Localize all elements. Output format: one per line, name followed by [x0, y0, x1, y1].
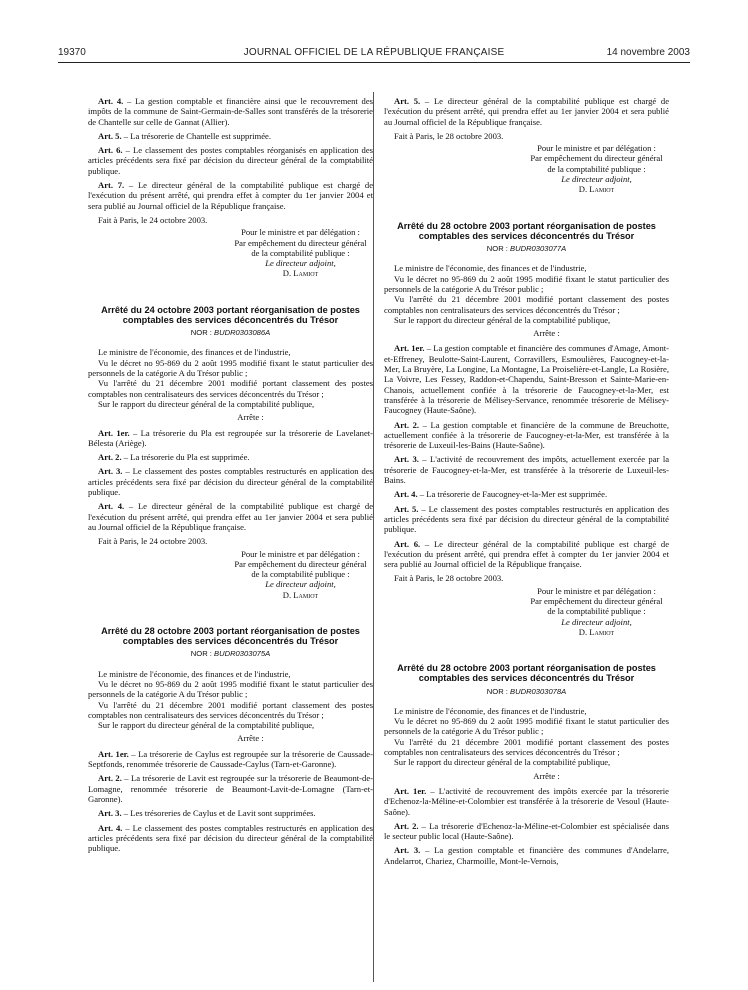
- preamble-line: Le ministre de l'économie, des finances et de l'industrie,: [394, 263, 587, 274]
- article: Art. 6. – Le directeur général de la comptabilité publique est chargé de l'exécution du présent arrêté, qui prendra effet à compter du 1er janvier 2004 et sera publié au Journal officiel de la République française.: [384, 538, 670, 570]
- article: Art. 7. – Le directeur général de la comptabilité publique est chargé de l'exécution du présent arrêté, qui prendra effet à compter du 1er janvier 2004 et sera publié au Journal officiel de la République française.: [88, 180, 374, 211]
- preamble-line: Le ministre de l'économie, des finances et de l'industrie,: [98, 668, 291, 679]
- nor-reference: NOR : BUDR0303078A: [486, 686, 567, 696]
- preamble-line: Vu le décret no 95-869 du 2 août 1995 modifié fixant le statut particulier des personnels de la catégorie A du Trésor public ;: [88, 678, 373, 700]
- preamble-line: Vu l'arrêté du 21 décembre 2001 modifié portant classement des postes comptables non centralisateurs des services déconcentrés du Trésor ;: [88, 378, 373, 399]
- journal-title: JOURNAL OFFICIEL DE LA RÉPUBLIQUE FRANÇAISE: [243, 47, 505, 58]
- header-rule: [58, 62, 690, 63]
- column-divider: [373, 92, 374, 982]
- article: Art. 3. – Le classement des postes comptables restructurés en application des articles précédents sera fixé par décision du directeur général de la comptabilité publique.: [88, 466, 373, 498]
- article: Art. 4. – Le classement des postes comptables restructurés en application des articles précédents sera fixé par décision du directeur général de la comptabilité publique.: [88, 822, 373, 854]
- article: Art. 5. – La trésorerie de Chantelle est supprimée.: [98, 130, 272, 141]
- decree-title: Arrêté du 28 octobre 2003 portant réorganisation de postes comptables des services déconcentrés du Trésor: [397, 663, 656, 684]
- article: Art. 2. – La trésorerie du Pla est supprimée.: [98, 452, 250, 463]
- arrete-label: Arrête :: [533, 770, 560, 781]
- article: Art. 2. – La gestion comptable et financière de la commune de Breuchotte, actuellement confiée à la trésorerie de Faucogney-et-la-Mer, est transférée à la trésorerie de Luxeuil-les-Bains (Haute-Saône).: [384, 419, 670, 451]
- preamble-line: Vu le décret no 95-869 du 2 août 1995 modifié fixant le statut particulier des personnels de la catégorie A du Trésor public ;: [384, 273, 669, 294]
- article: Art. 1er. – La trésorerie du Pla est regroupée sur la trésorerie de Lavelanet-Bélesta (Ariège).: [88, 427, 374, 448]
- article: Art. 3. – Les trésoreries de Caylus et de Lavit sont supprimées.: [98, 808, 316, 819]
- nor-reference: NOR : BUDR0303086A: [190, 328, 271, 338]
- issue-date: 14 novembre 2003: [606, 47, 690, 58]
- article: Art. 3. – L'activité de recouvrement des impôts, actuellement exercée par la trésorerie de Faucogney-et-la-Mer, est transférée à la trésorerie de Luxeuil-les-Bains.: [384, 454, 670, 486]
- fait-a-paris: Fait à Paris, le 24 octobre 2003.: [98, 536, 208, 547]
- preamble-line: Sur le rapport du directeur général de la comptabilité publique,: [98, 720, 315, 731]
- signature-block: Pour le ministre et par délégation : Par empêchement du directeur général de la comptabilité publique : Le directeur adjoint, D. Lamiot: [234, 548, 367, 600]
- preamble-line: Le ministre de l'économie, des finances et de l'industrie,: [98, 347, 291, 358]
- article: Art. 6. – Le classement des postes comptables réorganisés en application des articles précédents sera fixé par décision du directeur général de la comptabilité publique.: [88, 145, 374, 176]
- article: Art. 2. – La trésorerie d'Echenoz-la-Méline-et-Colombier est spécialisée dans le secteur public local (Haute-Saône).: [384, 820, 669, 842]
- fait-a-paris: Fait à Paris, le 28 octobre 2003.: [394, 130, 504, 141]
- right-column: [384, 96, 669, 870]
- article: Art. 5. – Le classement des postes comptables restructurés en application des articles précédents sera fixé par décision du directeur général de la comptabilité publique.: [384, 503, 669, 535]
- signature-block: Pour le ministre et par délégation : Par empêchement du directeur général de la comptabilité publique : Le directeur adjoint, D. Lamiot: [234, 227, 367, 279]
- article: Art. 1er. – L'activité de recouvrement des impôts exercée par la trésorerie d'Echenoz-la-Méline-et-Colombier est transférée à la trésorerie de Vesoul (Haute-Saône).: [384, 785, 669, 817]
- preamble-line: Vu le décret no 95-869 du 2 août 1995 modifié fixant le statut particulier des personnels de la catégorie A du Trésor public ;: [88, 357, 373, 379]
- article: Art. 2. – La trésorerie de Lavit est regroupée sur la trésorerie de Beaumont-de-Lomagne, renommée trésorerie de Beaumont-Lavit-de-Lomagne (Tarn-et-Garonne).: [88, 773, 374, 804]
- arrete-label: Arrête :: [533, 328, 560, 339]
- arrete-label: Arrête :: [237, 733, 264, 744]
- article: Art. 4. – La gestion comptable et financière ainsi que le recouvrement des impôts de la commune de Saint-Germain-de-Salles sont transférés de la trésorerie de Chantelle sur celle de Gannat (Allier).: [88, 96, 374, 127]
- preamble-line: Sur le rapport du directeur général de la comptabilité publique,: [394, 757, 611, 768]
- preamble-line: Le ministre de l'économie, des finances et de l'industrie,: [394, 705, 587, 716]
- preamble-line: Vu l'arrêté du 21 décembre 2001 modifié portant classement des postes comptables non centralisateurs des services déconcentrés du Trésor ;: [88, 699, 373, 720]
- arrete-label: Arrête :: [237, 412, 264, 423]
- decree-title: Arrêté du 28 octobre 2003 portant réorganisation de postes comptables des services déconcentrés du Trésor: [101, 625, 360, 647]
- decree-title: Arrêté du 24 octobre 2003 portant réorganisation de postes comptables des services déconcentrés du Trésor: [101, 304, 360, 325]
- preamble-line: Sur le rapport du directeur général de la comptabilité publique,: [98, 398, 315, 409]
- nor-reference: NOR : BUDR0303075A: [190, 649, 271, 659]
- page-header: [58, 47, 690, 61]
- preamble-line: Vu le décret no 95-869 du 2 août 1995 modifié fixant le statut particulier des personnels de la catégorie A du Trésor public ;: [384, 716, 669, 737]
- nor-reference: NOR : BUDR0303077A: [486, 244, 567, 254]
- page-number: 19370: [58, 47, 86, 58]
- article: Art. 1er. – La trésorerie de Caylus est regroupée sur la trésorerie de Caussade-Septfonds, renommée trésorerie de Caussade-Caylus (Tarn-et-Garonne).: [88, 748, 373, 770]
- article: Art. 4. – Le directeur général de la comptabilité publique est chargé de l'exécution du présent arrêté, qui prendra effet au 1er janvier 2004 et sera publié au Journal officiel de la République française.: [88, 501, 374, 532]
- fait-a-paris: Fait à Paris, le 24 octobre 2003.: [98, 214, 208, 225]
- signature-block: Pour le ministre et par délégation : Par empêchement du directeur général de la comptabilité publique : Le directeur adjoint, D. Lamiot: [530, 143, 663, 195]
- signature-block: Pour le ministre et par délégation : Par empêchement du directeur général de la comptabilité publique : Le directeur adjoint, D. Lamiot: [530, 585, 663, 637]
- article: Art. 3. – La gestion comptable et financière des communes d'Andelarre, Andelarrot, Chariez, Charmoille, Mont-le-Vernois,: [384, 845, 670, 866]
- article: Art. 5. – Le directeur général de la comptabilité publique est chargé de l'exécution du présent arrêté, qui prendra effet au 1er janvier 2004 et sera publié au Journal officiel de la République française.: [384, 96, 670, 127]
- left-column: [88, 96, 373, 857]
- preamble-line: Vu l'arrêté du 21 décembre 2001 modifié portant classement des postes comptables non centralisateurs des services déconcentrés du Trésor ;: [384, 294, 669, 315]
- preamble-line: Sur le rapport du directeur général de la comptabilité publique,: [394, 314, 611, 325]
- article: Art. 4. – La trésorerie de Faucogney-et-la-Mer est supprimée.: [394, 489, 608, 500]
- preamble-line: Vu l'arrêté du 21 décembre 2001 modifié portant classement des postes comptables non centralisateurs des services déconcentrés du Trésor ;: [384, 736, 669, 758]
- article: Art. 1er. – La gestion comptable et financière des communes d'Amage, Amont-et-Effreney, Beulotte-Saint-Laurent, Corravillers, Esmoulières, Faucogney-et-la-Mer, La Bruyère, La Longine, La Montagne, La Proiselière-et-Langle, La Rosière, La Voivre, Les Fessey, Raddon-et-Chapendu, Saint-Bresson et Sainte-Marie-en-Chanois, actuellement confiée à la trésorerie de Faucogney-et-la-Mer, est transférée à la trésorerie de Mélisey-Servance, renommée trésorerie de Mélisey-Faucogney (Haute-Saône).: [384, 343, 670, 416]
- decree-title: Arrêté du 28 octobre 2003 portant réorganisation de postes comptables des services déconcentrés du Trésor: [397, 220, 656, 241]
- fait-a-paris: Fait à Paris, le 28 octobre 2003.: [394, 573, 504, 584]
